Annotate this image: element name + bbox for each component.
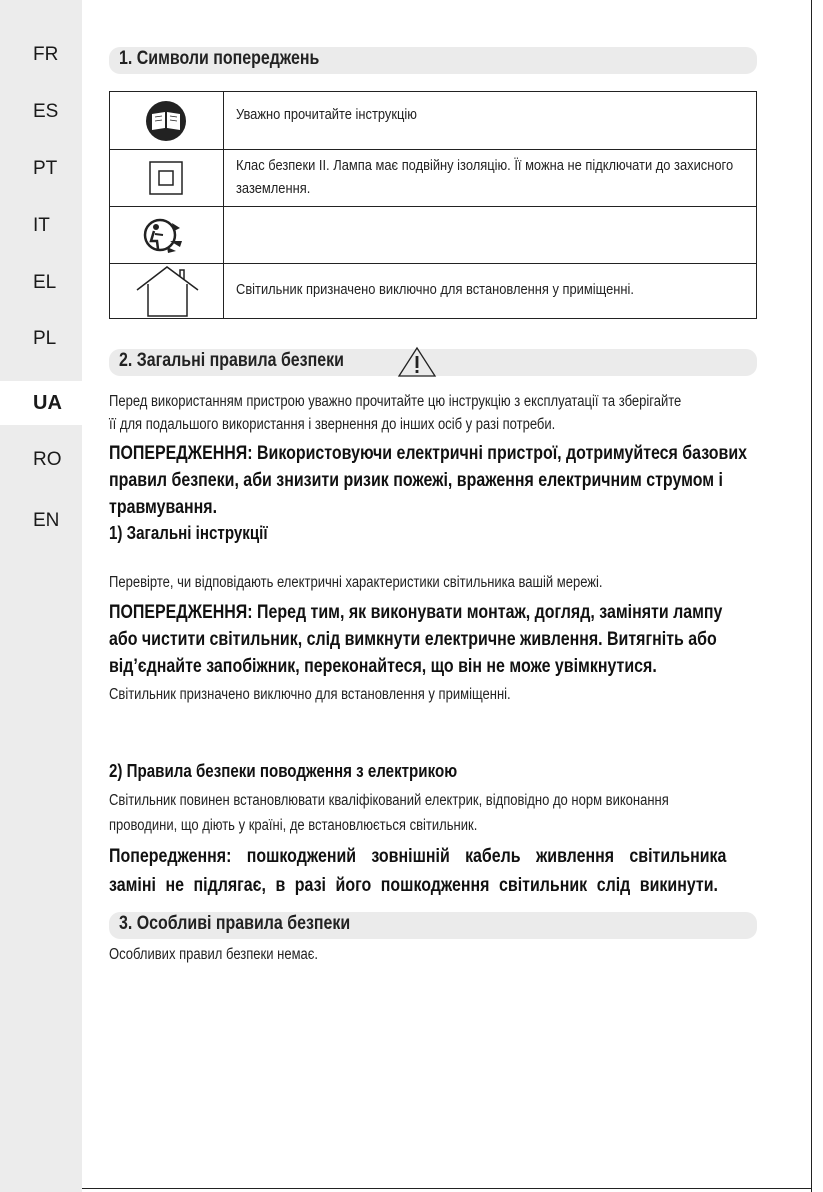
electrician-line-2: проводини, що діють у країні, де встановлюється світильник. — [109, 817, 478, 834]
recycling-triman-icon — [110, 207, 224, 264]
warning-triangle-icon — [397, 346, 437, 378]
page-border-bottom — [82, 1188, 812, 1189]
warning-label: ПОПЕРЕДЖЕННЯ: — [109, 443, 253, 464]
class-ii-insulation-icon — [110, 150, 224, 207]
symbol-row-manual — [110, 92, 756, 150]
symbol-text-indoor: Світильник призначено виключно для встановлення у приміщенні. — [236, 281, 634, 298]
section-3-header — [109, 912, 757, 939]
symbol-text-class-ii: Клас безпеки ІІ. Лампа має подвійну ізоляцію. Її можна не підключати до захисного заземлення. — [236, 157, 734, 197]
warning-text: Використовуючи електричні пристрої, дотримуйтеся базових правил безпеки, аби знизити ризик пожежі, враження електричним струмом і травмування. — [109, 443, 748, 518]
lang-tab-es[interactable]: ES — [33, 101, 59, 122]
symbol-text-manual: Уважно прочитайте інструкцію — [236, 106, 417, 123]
warning-label: ПОПЕРЕДЖЕННЯ: — [109, 602, 253, 623]
section-1-header — [109, 47, 757, 74]
warning-symbols-table — [109, 91, 757, 319]
intro-line-2: її для подальшого використання і звернення до інших осіб у разі потреби. — [109, 416, 556, 433]
special-rules-text: Особливих правил безпеки немає. — [109, 946, 319, 963]
intro-line-1: Перед використанням пристрою уважно прочитайте цю інструкцію з експлуатації та зберігайте — [109, 393, 682, 410]
check-characteristics-text: Перевірте, чи відповідають електричні характеристики світильника вашій мережі. — [109, 574, 603, 591]
warning-text: Перед тим, як виконувати монтаж, догляд, заміняти лампу або чистити світильник, слід вимкнути електричне живлення. Витягніть або від’єднайте запобіжник, переконайтеся, що він не може увімкнутися. — [109, 602, 723, 677]
lang-tab-it[interactable]: IT — [33, 215, 50, 236]
symbol-cell — [110, 207, 224, 263]
indoor-use-house-icon — [110, 264, 224, 318]
lang-tab-pt[interactable]: PT — [33, 158, 58, 179]
page-border-right — [811, 0, 812, 1192]
symbol-row-class-ii — [110, 150, 756, 207]
electrician-line-1: Світильник повинен встановлювати кваліфікований електрик, відповідно до норм виконання — [109, 792, 669, 809]
read-manual-icon — [110, 92, 224, 150]
symbol-row-recycling — [110, 207, 756, 264]
lang-tab-pl[interactable]: PL — [33, 328, 57, 349]
symbol-cell — [110, 150, 224, 206]
lang-tab-fr[interactable]: FR — [33, 44, 59, 65]
subsection-1-title: 1) Загальні інструкції — [109, 523, 268, 543]
section-2-header — [109, 349, 757, 376]
section-2-title: 2. Загальні правила безпеки — [119, 350, 344, 371]
lang-tab-en[interactable]: EN — [33, 510, 60, 531]
lang-tab-ua[interactable]: UA — [0, 381, 82, 425]
cable-warning-line-1: Попередження: пошкоджений зовнішній кабель живлення світильника — [109, 846, 727, 867]
section-3-title: 3. Особливі правила безпеки — [119, 913, 351, 934]
section-1-title: 1. Символи попереджень — [119, 48, 320, 69]
warning-paragraph-2 — [109, 599, 747, 680]
symbol-cell — [110, 264, 224, 318]
symbol-row-indoor — [110, 264, 756, 318]
indoor-only-text: Світильник призначено виключно для встановлення у приміщенні. — [109, 686, 511, 703]
cable-warning-line-2: заміні не підлягає, в разі його пошкодження світильник слід викинути. — [109, 875, 718, 896]
lang-tab-el[interactable]: EL — [33, 272, 57, 293]
subsection-2-title: 2) Правила безпеки поводження з електрикою — [109, 761, 458, 781]
lang-tab-ro[interactable]: RO — [33, 449, 62, 470]
warning-paragraph-1 — [109, 440, 747, 521]
symbol-cell — [110, 92, 224, 149]
